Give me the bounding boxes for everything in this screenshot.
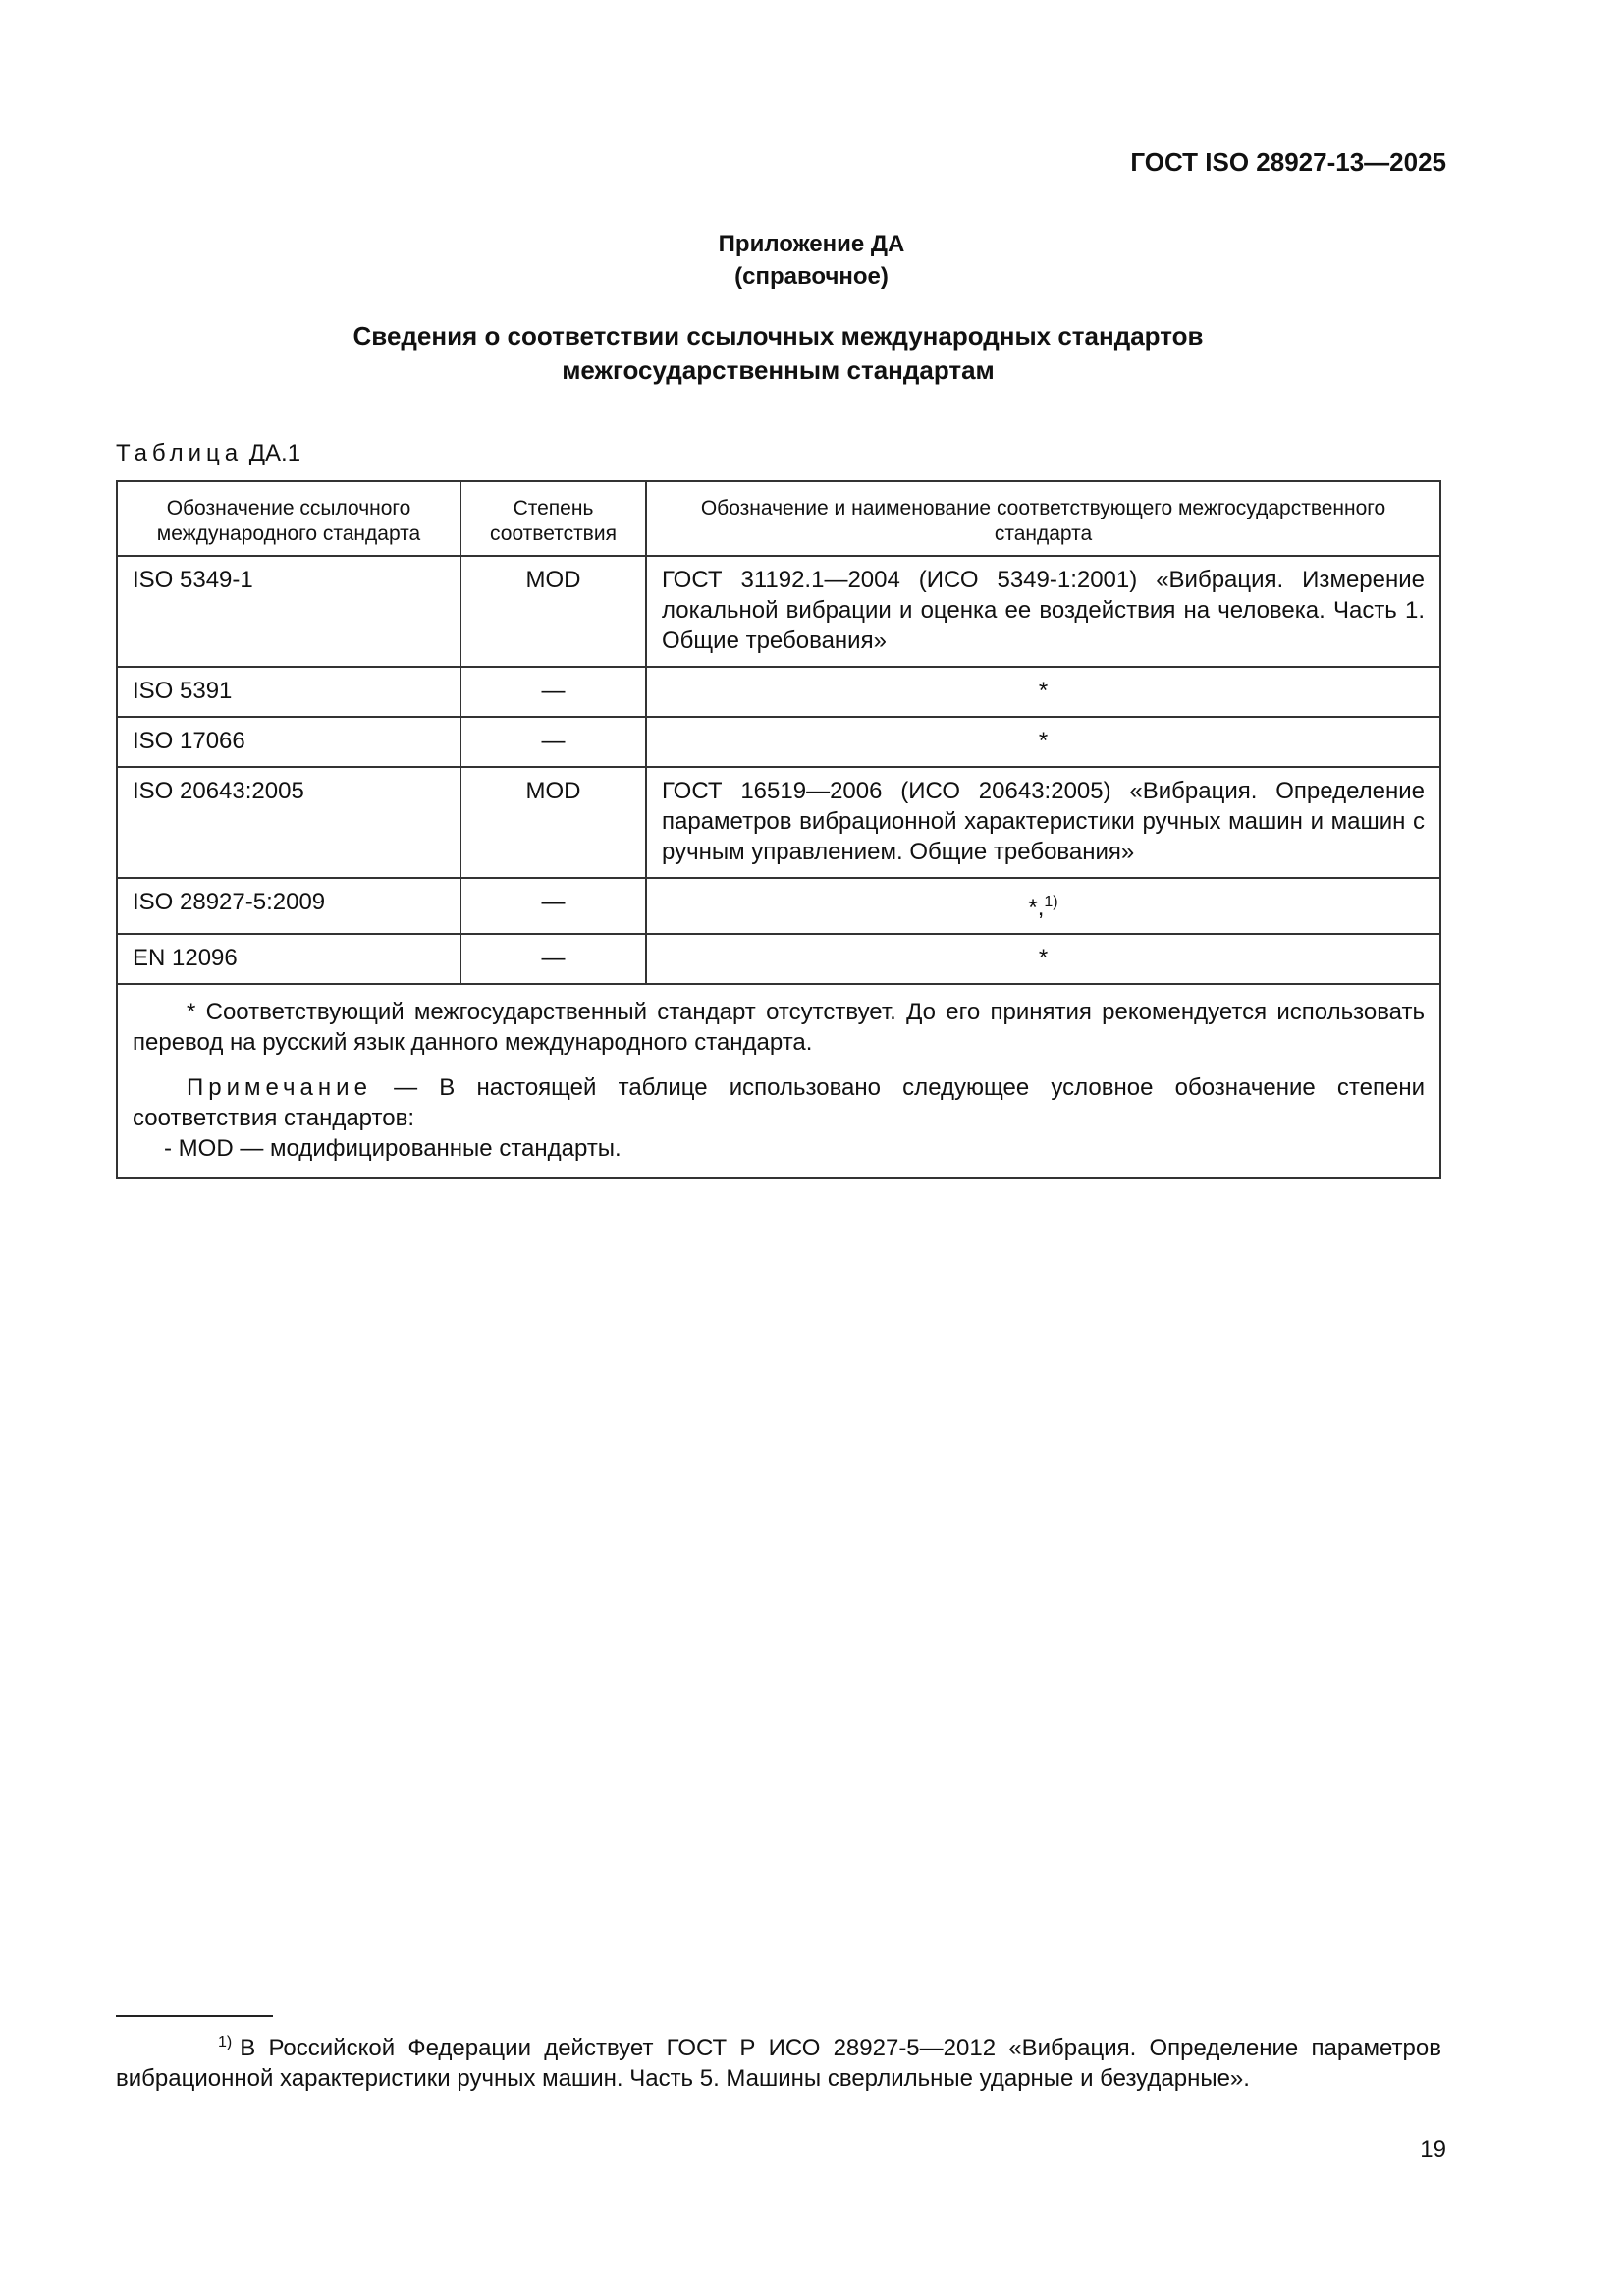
- note-list-item: - MOD — модифицированные стандарты.: [164, 1135, 622, 1162]
- table-caption: [116, 440, 300, 467]
- header-reference-standard: Обозначение ссылочного международного стандарта: [117, 481, 460, 556]
- footnote-text: В Российской Федерации действует ГОСТ Р ИСО 28927-5—2012 «Вибрация. Определение параметров вибрационной характеристики ручных машин. Часть 5. Машины сверлильные ударные и безударные».: [116, 2035, 1441, 2092]
- note-text: — В настоящей таблице использовано следующее условное обозначение степени соответствия стандартов:: [133, 1074, 1425, 1131]
- section-title: [0, 319, 1556, 388]
- appendix-subtitle: (справочное): [734, 263, 889, 290]
- cell-standard: *: [646, 667, 1440, 717]
- cell-ref: ISO 28927-5:2009: [117, 878, 460, 934]
- section-title-line1: Сведения о соответствии ссылочных международных стандартов: [352, 321, 1204, 351]
- cell-standard: *: [646, 717, 1440, 767]
- cell-degree: —: [460, 717, 646, 767]
- page-number: 19: [1420, 2136, 1446, 2162]
- header-degree: Степень соответствия: [460, 481, 646, 556]
- table-notes-row: [117, 984, 1440, 1178]
- table-row: [117, 556, 1440, 667]
- table-notes: [117, 984, 1440, 1178]
- page-footnote: [116, 2027, 1441, 2094]
- cell-standard: ГОСТ 31192.1—2004 (ИСО 5349-1:2001) «Вибрация. Измерение локальной вибрации и оценка ее воздействия на человека. Часть 1. Общие требования»: [646, 556, 1440, 667]
- cell-degree: —: [460, 878, 646, 934]
- note-label: Примечание: [187, 1074, 372, 1101]
- table-row: [117, 767, 1440, 878]
- appendix-heading: [0, 228, 1623, 293]
- appendix-title: Приложение ДА: [718, 231, 905, 257]
- footnote-ref-marker: 1): [1044, 894, 1058, 910]
- cell-degree: MOD: [460, 556, 646, 667]
- footnote-separator: [116, 2015, 273, 2017]
- cell-ref: EN 12096: [117, 934, 460, 984]
- document-id: ГОСТ ISO 28927-13—2025: [1130, 147, 1446, 177]
- table-row: [117, 878, 1440, 934]
- cell-degree: —: [460, 667, 646, 717]
- table-row: [117, 717, 1440, 767]
- cell-ref: ISO 5391: [117, 667, 460, 717]
- cell-standard: [646, 878, 1440, 934]
- star-footnote: * Соответствующий межгосударственный стандарт отсутствует. До его принятия рекомендуется использовать перевод на русский язык данного международного стандарта.: [133, 999, 1425, 1056]
- cell-standard-mark: *,: [1028, 895, 1045, 921]
- table-caption-word: Таблица: [116, 440, 243, 466]
- section-title-line2: межгосударственным стандартам: [562, 355, 995, 385]
- cell-degree: MOD: [460, 767, 646, 878]
- cell-ref: ISO 20643:2005: [117, 767, 460, 878]
- header-interstate-standard: Обозначение и наименование соответствующего межгосударственного стандарта: [646, 481, 1440, 556]
- cell-ref: ISO 17066: [117, 717, 460, 767]
- correspondence-table: [116, 480, 1441, 1179]
- cell-degree: —: [460, 934, 646, 984]
- table-caption-id: ДА.1: [248, 440, 301, 466]
- table-header-row: [117, 481, 1440, 556]
- table-row: [117, 934, 1440, 984]
- cell-ref: ISO 5349-1: [117, 556, 460, 667]
- cell-standard: ГОСТ 16519—2006 (ИСО 20643:2005) «Вибрация. Определение параметров вибрационной характеристики ручных машин и машин с ручным управлением. Общие требования»: [646, 767, 1440, 878]
- cell-standard: *: [646, 934, 1440, 984]
- footnote-marker: 1): [218, 2034, 233, 2050]
- table-note: [133, 1072, 1425, 1133]
- table-row: [117, 667, 1440, 717]
